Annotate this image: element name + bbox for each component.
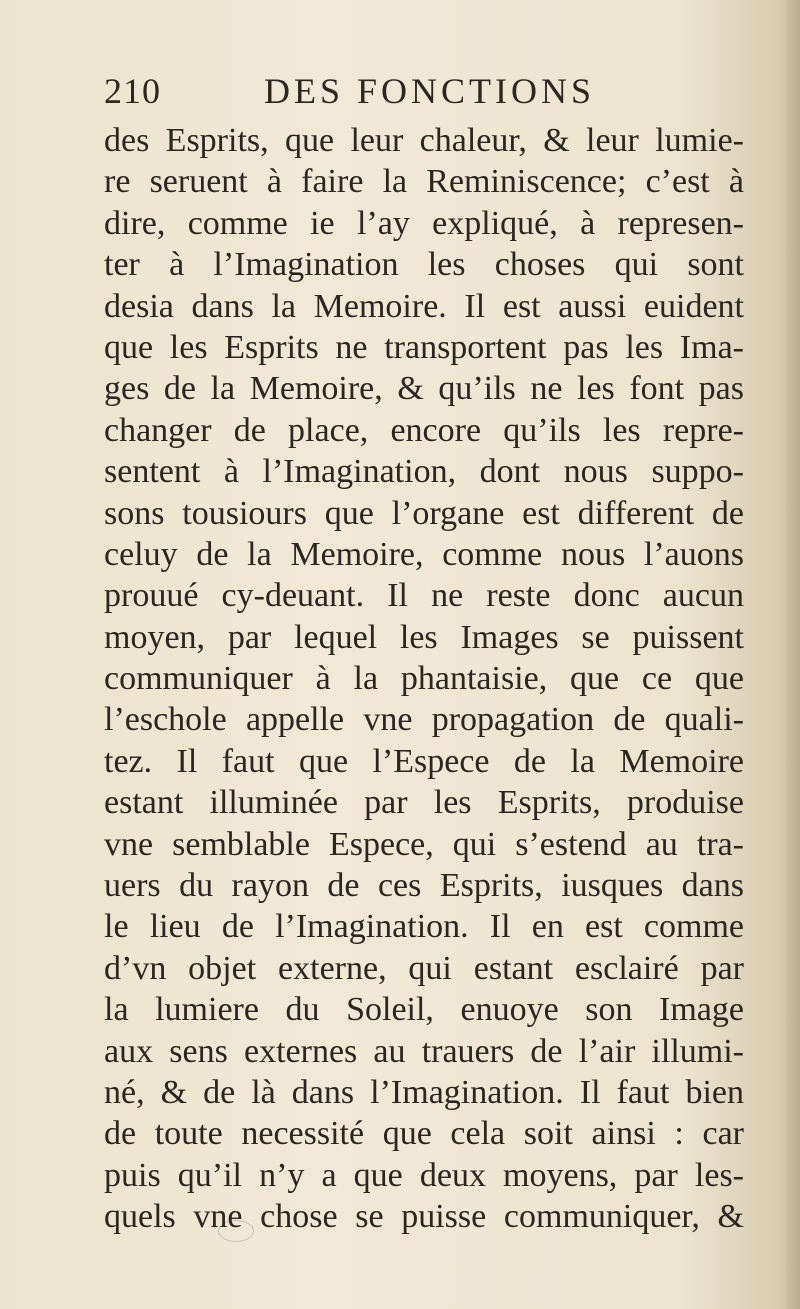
text-line: re seruent à faire la Reminiscence; c’est à [104,163,744,201]
body-text [104,120,744,1238]
text-line: changer de place, encore qu’ils les repre- [104,411,744,449]
text-line: né, & de là dans l’Imagination. Il faut bien [104,1073,744,1111]
text-line: que les Esprits ne transportent pas les Ima- [104,328,744,366]
text-line: sons tousiours que l’organe est different de [104,494,744,532]
text-line: de toute necessité que cela soit ainsi : car [104,1115,744,1153]
text-line: des Esprits, que leur chaleur, & leur lumie- [104,122,744,159]
text-line: estant illuminée par les Esprits, produise [104,784,744,822]
text-line: aux sens externes au trauers de l’air illumi- [104,1032,744,1070]
text-line: la lumiere du Soleil, enuoye son Image [104,991,744,1029]
text-line: le lieu de l’Imagination. Il en est comme [104,908,744,946]
text-line: d’vn objet externe, qui estant esclairé par [104,949,744,987]
text-line: moyen, par lequel les Images se puissent [104,618,744,656]
text-line: communiquer à la phantaisie, que ce que [104,660,744,698]
text-line: quels vne chose se puisse communiquer, & [104,1198,744,1236]
text-line: puis qu’il n’y a que deux moyens, par les- [104,1156,744,1194]
running-title: DES FONCTIONS [264,71,596,111]
text-line: celuy de la Memoire, comme nous l’auons [104,535,744,573]
text-line: vne semblable Espece, qui s’estend au tra- [104,825,744,863]
page-gutter [786,0,800,1309]
paper-blemish [218,1220,254,1242]
text-line: prouué cy-deuant. Il ne reste donc aucun [104,577,744,615]
page-header [104,70,704,120]
text-line: dire, comme ie l’ay expliqué, à represen- [104,204,744,242]
text-line: uers du rayon de ces Esprits, iusques dans [104,867,744,905]
text-line: desia dans la Memoire. Il est aussi euident [104,287,744,325]
text-line: ges de la Memoire, & qu’ils ne les font pas [104,370,744,408]
text-line: ter à l’Imagination les choses qui sont [104,246,744,284]
page-number: 210 [104,71,161,111]
text-line: tez. Il faut que l’Espece de la Memoire [104,742,744,780]
text-line: l’eschole appelle vne propagation de quali- [104,701,744,739]
text-line: sentent à l’Imagination, dont nous suppo- [104,453,744,491]
